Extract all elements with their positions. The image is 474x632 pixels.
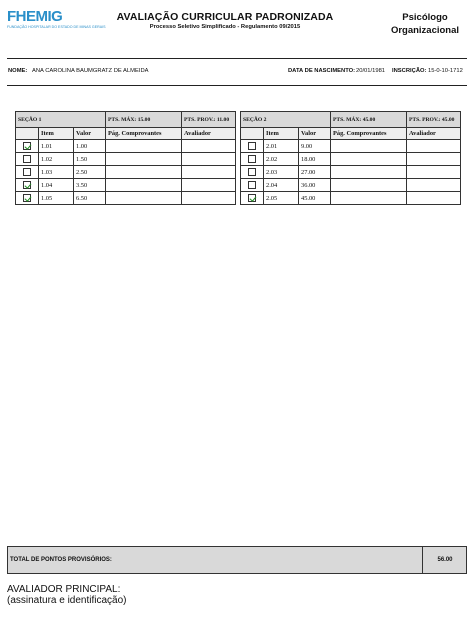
checkbox-header xyxy=(241,128,264,140)
item-value: 27.00 xyxy=(299,166,331,179)
evaluator-signature-block xyxy=(7,584,127,606)
evaluator-cell[interactable] xyxy=(182,140,236,153)
fhemig-logo xyxy=(7,8,106,37)
item-number: 1.05 xyxy=(39,192,74,205)
proof-pages-cell[interactable] xyxy=(331,192,407,205)
position-title xyxy=(380,11,470,37)
proof-pages-cell[interactable] xyxy=(106,179,182,192)
position-title-line1: Psicólogo xyxy=(402,12,448,23)
item-number: 2.05 xyxy=(264,192,299,205)
column-header-item: Item xyxy=(264,128,299,140)
item-number: 2.02 xyxy=(264,153,299,166)
evaluator-cell[interactable] xyxy=(407,153,461,166)
item-checkbox[interactable] xyxy=(23,194,31,202)
table-row xyxy=(241,140,461,153)
name-label: NOME: xyxy=(8,68,28,74)
birth-date: 20/01/1981 xyxy=(356,68,386,74)
item-value: 18.00 xyxy=(299,153,331,166)
item-number: 1.04 xyxy=(39,179,74,192)
section-1-title: SEÇÃO 1 xyxy=(16,112,106,128)
item-value: 45.00 xyxy=(299,192,331,205)
column-header-proof-pages: Pág. Comprovantes xyxy=(331,128,407,140)
checkbox-header xyxy=(16,128,39,140)
candidate-info xyxy=(8,68,468,78)
table-row xyxy=(16,140,236,153)
table-row xyxy=(16,179,236,192)
proof-pages-cell[interactable] xyxy=(106,166,182,179)
evaluator-cell[interactable] xyxy=(407,166,461,179)
document-subtitle: Processo Seletivo Simplificado - Regulamento 09/2015 xyxy=(149,24,301,30)
evaluator-cell[interactable] xyxy=(407,140,461,153)
total-points-box xyxy=(7,546,467,574)
evaluator-cell[interactable] xyxy=(182,166,236,179)
logo-subtitle: FUNDAÇÃO HOSPITALAR DO ESTADO DE MINAS GERAIS xyxy=(7,25,106,29)
candidate-name: ANA CAROLINA BAUMGRATZ DE ALMEIDA xyxy=(32,68,149,74)
item-checkbox[interactable] xyxy=(248,155,256,163)
item-value: 9.00 xyxy=(299,140,331,153)
item-value: 3.50 xyxy=(74,179,106,192)
item-checkbox[interactable] xyxy=(23,142,31,150)
section-2-title: SEÇÃO 2 xyxy=(241,112,331,128)
proof-pages-cell[interactable] xyxy=(106,140,182,153)
item-number: 1.01 xyxy=(39,140,74,153)
section-2-prov-points: PTS. PROV.: 45.00 xyxy=(407,112,461,128)
table-row xyxy=(241,179,461,192)
evaluator-instructions: (assinatura e identificação) xyxy=(7,595,127,606)
item-value: 1.00 xyxy=(74,140,106,153)
evaluator-cell[interactable] xyxy=(182,153,236,166)
item-number: 1.02 xyxy=(39,153,74,166)
item-value: 36.00 xyxy=(299,179,331,192)
item-checkbox[interactable] xyxy=(248,181,256,189)
item-number: 2.04 xyxy=(264,179,299,192)
registration-number: 15-0-10-1712 xyxy=(428,68,463,74)
evaluator-cell[interactable] xyxy=(182,179,236,192)
registration-label: INSCRIÇÃO: xyxy=(392,68,427,74)
proof-pages-cell[interactable] xyxy=(331,140,407,153)
column-header-evaluator: Avaliador xyxy=(182,128,236,140)
table-row xyxy=(241,166,461,179)
section-1-max-points: PTS. MÁX: 15.00 xyxy=(106,112,182,128)
item-checkbox[interactable] xyxy=(23,168,31,176)
table-row xyxy=(241,192,461,205)
table-row xyxy=(241,153,461,166)
evaluator-cell[interactable] xyxy=(182,192,236,205)
column-header-value: Valor xyxy=(299,128,331,140)
item-number: 2.01 xyxy=(264,140,299,153)
item-value: 1.50 xyxy=(74,153,106,166)
proof-pages-cell[interactable] xyxy=(331,153,407,166)
document-title: AVALIAÇÃO CURRICULAR PADRONIZADA xyxy=(116,11,334,23)
section-2-table xyxy=(240,111,461,205)
section-2-max-points: PTS. MÁX: 45.00 xyxy=(331,112,407,128)
info-divider xyxy=(7,85,467,86)
item-checkbox[interactable] xyxy=(23,181,31,189)
total-points-value: 56.00 xyxy=(437,557,453,563)
column-header-proof-pages: Pág. Comprovantes xyxy=(106,128,182,140)
column-header-value: Valor xyxy=(74,128,106,140)
table-row xyxy=(16,192,236,205)
item-number: 2.03 xyxy=(264,166,299,179)
item-number: 1.03 xyxy=(39,166,74,179)
proof-pages-cell[interactable] xyxy=(331,166,407,179)
table-row xyxy=(16,153,236,166)
position-title-line2: Organizacional xyxy=(390,25,460,36)
proof-pages-cell[interactable] xyxy=(106,153,182,166)
section-1-table xyxy=(15,111,236,205)
header-divider xyxy=(7,58,467,59)
item-checkbox[interactable] xyxy=(23,155,31,163)
logo-wordmark: FHEMIG xyxy=(7,8,63,25)
table-row xyxy=(16,166,236,179)
evaluator-cell[interactable] xyxy=(407,192,461,205)
item-checkbox[interactable] xyxy=(248,194,256,202)
item-checkbox[interactable] xyxy=(248,168,256,176)
evaluator-title: AVALIADOR PRINCIPAL: xyxy=(7,584,121,595)
birth-date-label: DATA DE NASCIMENTO: xyxy=(288,68,356,74)
column-header-item: Item xyxy=(39,128,74,140)
evaluator-cell[interactable] xyxy=(407,179,461,192)
column-header-evaluator: Avaliador xyxy=(407,128,461,140)
item-checkbox[interactable] xyxy=(248,142,256,150)
proof-pages-cell[interactable] xyxy=(106,192,182,205)
item-value: 6.50 xyxy=(74,192,106,205)
total-points-label: TOTAL DE PONTOS PROVISÓRIOS: xyxy=(10,557,112,563)
section-1-prov-points: PTS. PROV.: 11.00 xyxy=(182,112,236,128)
item-value: 2.50 xyxy=(74,166,106,179)
proof-pages-cell[interactable] xyxy=(331,179,407,192)
